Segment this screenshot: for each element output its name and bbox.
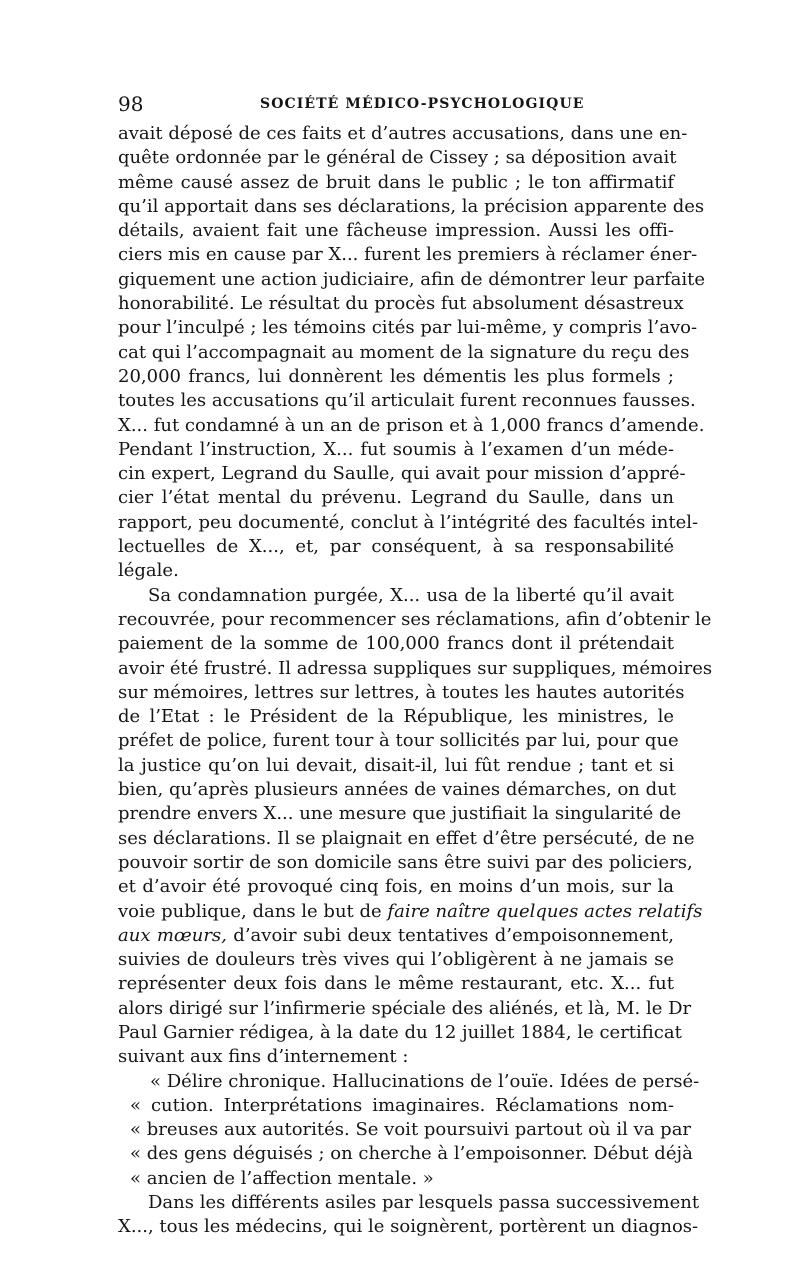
quote-line: « Délire chronique. Hallucinations de l’ouïe. Idées de persé- xyxy=(150,1070,700,1092)
text-line: prendre envers X... une mesure que justifiait la singularité de xyxy=(118,803,682,825)
text-line: représenter deux fois dans le même restaurant, etc. X... fut xyxy=(118,973,674,995)
quote-line: « ancien de l’affection mentale. » xyxy=(130,1167,434,1189)
text-line: cin expert, Legrand du Saulle, qui avait pour mission d’appré- xyxy=(118,463,686,485)
text-line: suivies de douleurs très vives qui l’obligèrent à ne jamais se xyxy=(118,949,674,971)
italic-phrase: faire naître quelques actes relatifs xyxy=(387,900,703,922)
text-line: quête ordonnée par le général de Cissey ; sa déposition avait xyxy=(118,147,677,169)
text-line: avoir été frustré. Il adressa suppliques sur suppliques, mémoires xyxy=(118,657,713,679)
quote-line: « breuses aux autorités. Se voit poursuivi partout où il va par xyxy=(130,1119,692,1141)
text-line: 20,000 francs, lui donnèrent les démentis les plus formels ; xyxy=(118,365,674,387)
text-line: giquement une action judiciaire, afin de démontrer leur parfaite xyxy=(118,268,705,290)
text-fragment: voie publique, dans le but de xyxy=(118,900,382,922)
text-line: recouvrée, pour recommencer ses réclamations, afin d’obtenir le xyxy=(118,608,712,630)
text-line: alors dirigé sur l’infirmerie spéciale des aliénés, et là, M. le Dr xyxy=(118,997,692,1019)
text-line: pour l’inculpé ; les témoins cités par lui-même, y compris l’avo- xyxy=(118,317,698,339)
text-line-with-italic xyxy=(118,924,674,948)
text-line: ses déclarations. Il se plaignait en effet d’être persécuté, de ne xyxy=(118,827,695,849)
text-line: même causé assez de bruit dans le public ; le ton affirmatif xyxy=(118,171,674,193)
text-line-with-italic xyxy=(118,900,703,924)
text-line: détails, avaient fait une fâcheuse impression. Aussi les offi- xyxy=(118,220,674,242)
text-fragment: d’avoir subi deux tentatives d’empoisonnement, xyxy=(233,924,674,946)
text-line: rapport, peu documenté, conclut à l’intégrité des facultés intel- xyxy=(118,511,699,533)
text-line: Dans les différents asiles par lesquels passa successivement xyxy=(148,1192,700,1214)
running-head: SOCIÉTÉ MÉDICO-PSYCHOLOGIQUE xyxy=(260,96,585,112)
text-line: toutes les accusations qu’il articulait furent reconnues fausses. xyxy=(118,390,696,412)
text-line: avait déposé de ces faits et d’autres accusations, dans une en- xyxy=(118,123,688,144)
text-line: la justice qu’on lui devait, disait-il, lui fût rendue ; tant et si xyxy=(118,754,674,776)
text-line: X... fut condamné à un an de prison et à 1,000 francs d’amende. xyxy=(118,414,705,436)
text-line: qu’il apportait dans ses déclarations, la précision apparente des xyxy=(118,195,705,217)
text-line: préfet de police, furent tour à tour sollicités par lui, pour que xyxy=(118,730,679,752)
quote-line: « des gens déguisés ; on cherche à l’empoisonner. Début déjà xyxy=(130,1143,693,1165)
text-line: cat qui l’accompagnait au moment de la signature du reçu des xyxy=(118,341,690,363)
text-line: honorabilité. Le résultat du procès fut absolument désastreux xyxy=(118,293,684,315)
text-line: Pendant l’instruction, X... fut soumis à l’examen d’un méde- xyxy=(118,438,674,460)
page-header xyxy=(118,88,674,122)
text-line: pouvoir sortir de son domicile sans être suivi par des policiers, xyxy=(118,851,693,873)
italic-phrase: aux mœurs, xyxy=(118,924,227,946)
page-number: 98 xyxy=(118,92,144,116)
book-page xyxy=(118,88,713,1240)
text-line: sur mémoires, lettres sur lettres, à toutes les hautes autorités xyxy=(118,681,685,703)
text-line: Paul Garnier rédigea, à la date du 12 juillet 1884, le certificat xyxy=(118,1021,682,1043)
text-line: paiement de la somme de 100,000 francs dont il prétendait xyxy=(118,633,674,655)
body-text xyxy=(118,122,713,1240)
text-line: Sa condamnation purgée, X... usa de la liberté qu’il avait xyxy=(148,584,674,606)
text-line: de l’Etat : le Président de la République, les ministres, le xyxy=(118,706,674,728)
text-line: et d’avoir été provoqué cinq fois, en moins d’un mois, sur la xyxy=(118,876,674,898)
text-line: suivant aux fins d’internement : xyxy=(118,1046,409,1068)
text-line: bien, qu’après plusieurs années de vaines démarches, on dut xyxy=(118,779,676,801)
text-line: lectuelles de X..., et, par conséquent, à sa responsabilité xyxy=(118,536,674,558)
quote-line: « cution. Interprétations imaginaires. Réclamations nom- xyxy=(130,1094,674,1116)
text-line: X..., tous les médecins, qui le soignèrent, portèrent un diagnos- xyxy=(118,1216,699,1238)
text-line: cier l’état mental du prévenu. Legrand du Saulle, dans un xyxy=(118,487,674,509)
text-line: ciers mis en cause par X... furent les premiers à réclamer éner- xyxy=(118,244,698,266)
text-line: légale. xyxy=(118,560,179,582)
